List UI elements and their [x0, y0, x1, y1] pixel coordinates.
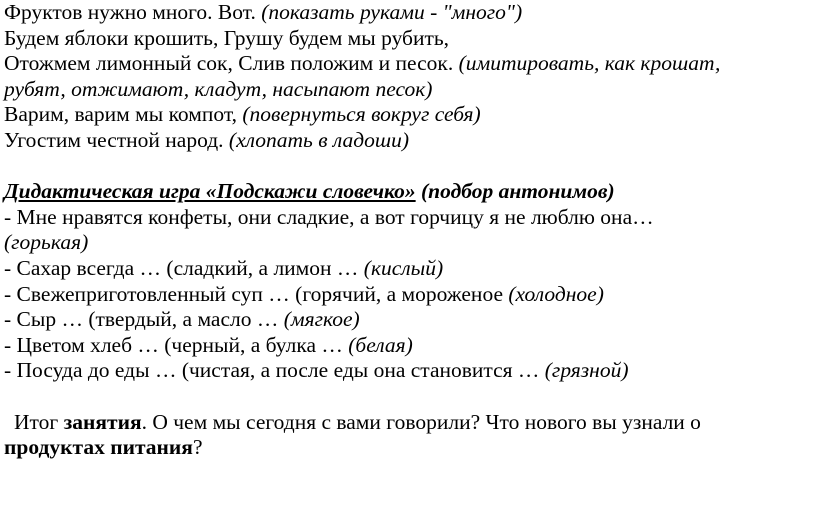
poem-line-5 [4, 102, 812, 128]
spacer [4, 154, 812, 180]
summary-emphasis: продуктах питания [4, 435, 193, 460]
game-title: Дидактическая игра «Подскажи словечко» [4, 179, 416, 204]
item-text: - Посуда до еды … (чистая, а после еды она становится … [4, 358, 545, 383]
stage-direction: (показать руками - "много") [261, 0, 523, 24]
stage-direction: рубят, отжимают, кладут, насыпают песок) [4, 76, 433, 101]
summary-line-1 [4, 410, 812, 436]
item-text: - Мне нравятся конфеты, они сладкие, а вот горчицу я не люблю она… [4, 204, 654, 229]
item-text: - Цветом хлеб … (черный, а булка … [4, 332, 349, 357]
list-item [4, 256, 812, 282]
summary-text: . О чем мы сегодня с вами говорили? Что нового вы узнали о [141, 409, 701, 434]
summary-text: Итог [14, 409, 64, 434]
list-item [4, 230, 812, 256]
list-item [4, 333, 812, 359]
spacer [4, 384, 812, 410]
document-page [4, 0, 812, 461]
item-answer: (горькая) [4, 230, 89, 255]
stage-direction: (повернуться вокруг себя) [242, 102, 481, 127]
poem-text: Фруктов нужно много. Вот. [4, 0, 262, 24]
poem-line-6 [4, 128, 812, 154]
poem-line-1 [4, 0, 812, 26]
stage-direction: (имитировать, как крошат, [458, 51, 721, 76]
item-answer: (грязной) [544, 358, 629, 383]
poem-text: Отожмем лимонный сок, Слив положим и песок. [4, 51, 459, 76]
summary-line-2 [4, 435, 812, 461]
game-subtitle: (подбор антонимов) [415, 179, 615, 204]
item-text: - Сахар всегда … (сладкий, а лимон … [4, 255, 364, 280]
poem-text: Будем яблоки крошить, Грушу будем мы рубить, [4, 25, 450, 50]
item-text: - Сыр … (твердый, а масло … [4, 307, 284, 332]
item-answer: (холодное) [508, 281, 604, 306]
item-answer: (кислый) [363, 255, 444, 280]
poem-line-4 [4, 77, 812, 103]
item-answer: (мягкое) [283, 307, 360, 332]
list-item [4, 358, 812, 384]
summary-emphasis: занятия [63, 409, 142, 434]
poem-text: Варим, варим мы компот, [4, 102, 243, 127]
game-heading [4, 179, 812, 205]
summary-text: ? [192, 435, 203, 460]
poem-text: Угостим честной народ. [4, 127, 229, 152]
poem-line-3 [4, 51, 812, 77]
item-answer: (белая) [348, 332, 413, 357]
item-text: - Свежеприготовленный суп … (горячий, а мороженое [4, 281, 509, 306]
list-item [4, 205, 812, 231]
list-item [4, 307, 812, 333]
poem-line-2 [4, 26, 812, 52]
stage-direction: (хлопать в ладоши) [228, 127, 410, 152]
list-item [4, 282, 812, 308]
